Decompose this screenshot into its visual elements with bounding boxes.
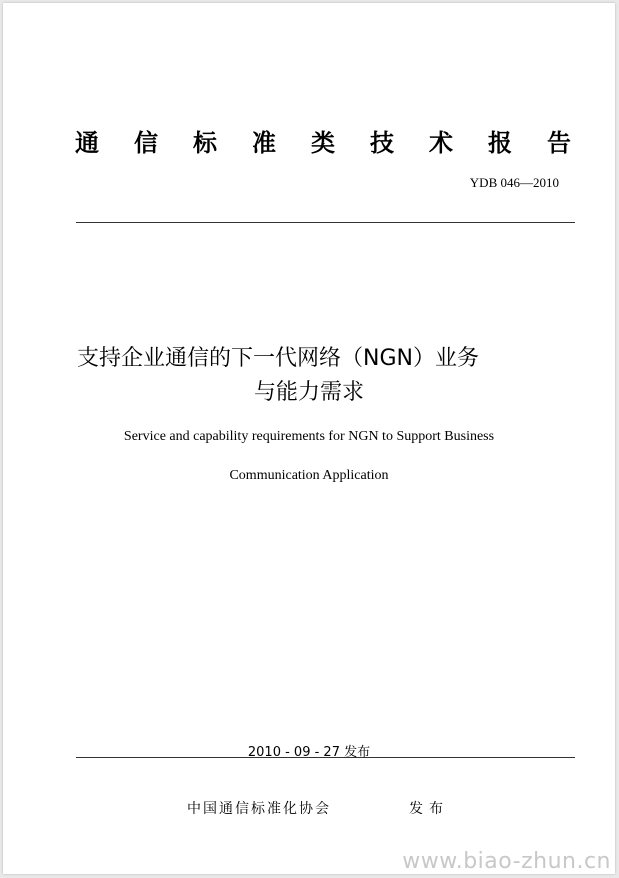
doc-type-char: 通 bbox=[75, 129, 99, 157]
issue-date: 2010 - 09 - 27 发布 bbox=[247, 745, 371, 760]
doc-type-char: 标 bbox=[193, 129, 217, 157]
doc-type-char: 告 bbox=[547, 129, 571, 157]
standard-number: YDB 046—2010 bbox=[469, 175, 559, 190]
doc-type-char: 技 bbox=[370, 129, 394, 157]
publish-label: 发布 bbox=[409, 801, 449, 817]
doc-type-char: 信 bbox=[134, 129, 158, 157]
title-chinese-line2: 与能力需求 bbox=[253, 380, 364, 405]
watermark-text: www.biao-zhun.cn bbox=[402, 849, 611, 874]
title-english-line1: Service and capability requirements for NGN to Support Business bbox=[123, 429, 495, 444]
doc-type-char: 报 bbox=[488, 129, 512, 157]
bottom-divider bbox=[76, 757, 575, 758]
doc-type-char: 准 bbox=[252, 129, 276, 157]
title-english-line2: Communication Application bbox=[229, 468, 389, 483]
document-page bbox=[3, 3, 615, 874]
document-type-heading bbox=[75, 123, 571, 158]
doc-type-char: 术 bbox=[429, 129, 453, 157]
title-chinese-line1: 支持企业通信的下一代网络（NGN）业务 bbox=[77, 346, 479, 371]
doc-type-char: 类 bbox=[311, 129, 335, 157]
top-divider bbox=[76, 222, 575, 223]
publisher-name: 中国通信标准化协会 bbox=[187, 801, 331, 817]
